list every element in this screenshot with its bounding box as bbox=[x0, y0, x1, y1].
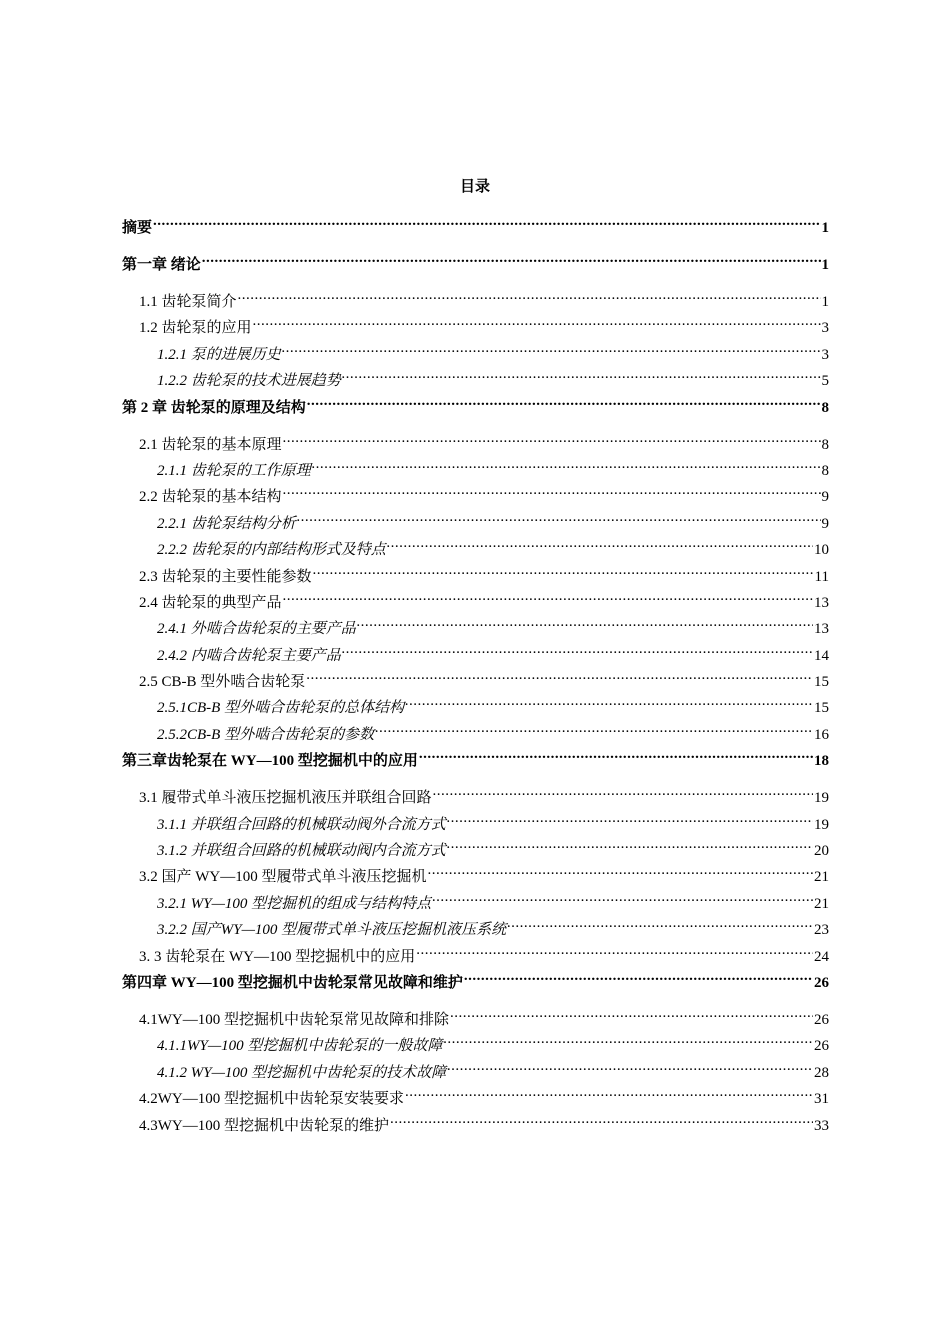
toc-entry-page-number: 1 bbox=[821, 294, 829, 310]
toc-dot-leader bbox=[342, 365, 821, 385]
toc-entry-page-number: 13 bbox=[814, 594, 829, 611]
toc-section-entry[interactable] bbox=[122, 666, 829, 692]
toc-dot-leader bbox=[464, 967, 813, 987]
toc-dot-leader bbox=[282, 339, 821, 359]
toc-dot-leader bbox=[312, 455, 821, 475]
toc-dot-leader bbox=[313, 561, 814, 581]
toc-dot-leader bbox=[283, 429, 821, 449]
toc-section-entry[interactable] bbox=[122, 429, 829, 455]
toc-entry-label: 4.2WY—100 型挖掘机中齿轮泵安装要求 bbox=[139, 1091, 404, 1108]
toc-entry-label: 2.4.1 外啮合齿轮泵的主要产品 bbox=[157, 621, 356, 638]
toc-subsection-entry[interactable] bbox=[122, 719, 829, 745]
toc-entry-page-number: 15 bbox=[814, 700, 829, 717]
toc-subsection-entry[interactable] bbox=[122, 640, 829, 666]
toc-entry-page-number: 26 bbox=[814, 974, 829, 991]
toc-entry-label: 2.2.2 齿轮泵的内部结构形式及特点 bbox=[157, 542, 386, 559]
toc-entry-page-number: 21 bbox=[814, 895, 829, 912]
toc-dot-leader bbox=[507, 914, 813, 934]
toc-entry-label: 1.2.2 齿轮泵的技术进展趋势 bbox=[157, 373, 341, 390]
toc-dot-leader bbox=[283, 481, 821, 501]
toc-entry-label: 2.1.1 齿轮泵的工作原理 bbox=[157, 462, 311, 479]
toc-dot-leader bbox=[202, 249, 821, 269]
toc-dot-leader bbox=[433, 782, 813, 802]
toc-section-entry[interactable] bbox=[122, 861, 829, 887]
toc-entry-label: 1.2.1 泵的进展历史 bbox=[157, 346, 281, 363]
toc-entry-label: 3. 3 齿轮泵在 WY—100 型挖掘机中的应用 bbox=[139, 948, 416, 965]
toc-entry-label: 2.4 齿轮泵的典型产品 bbox=[139, 594, 282, 611]
toc-entry-page-number: 5 bbox=[821, 373, 829, 390]
toc-entry-label: 3.1.1 并联组合回路的机械联动阀外合流方式 bbox=[157, 816, 446, 833]
toc-section-entry[interactable] bbox=[122, 587, 829, 613]
toc-entry-label: 3.1.2 并联组合回路的机械联动阀内合流方式 bbox=[157, 843, 446, 860]
toc-entry-page-number: 20 bbox=[814, 843, 829, 860]
toc-entry-label: 2.2 齿轮泵的基本结构 bbox=[139, 489, 282, 506]
toc-dot-leader bbox=[405, 1083, 813, 1103]
toc-entry-page-number: 16 bbox=[814, 726, 829, 743]
toc-dot-leader bbox=[306, 666, 813, 686]
toc-entry-page-number: 9 bbox=[821, 515, 829, 532]
toc-entry-label: 1.2 齿轮泵的应用 bbox=[139, 320, 252, 337]
toc-entry-label: 1.1 齿轮泵简介 bbox=[139, 294, 237, 310]
toc-entry-label: 第三章齿轮泵在 WY—100 型挖掘机中的应用 bbox=[122, 753, 418, 770]
toc-entry-label: 第一章 绪论 bbox=[122, 257, 201, 273]
toc-subsection-entry[interactable] bbox=[122, 1057, 829, 1083]
toc-entry-label: 第 2 章 齿轮泵的原理及结构 bbox=[122, 399, 306, 416]
toc-section-entry[interactable] bbox=[122, 481, 829, 507]
toc-dot-leader bbox=[405, 692, 813, 712]
toc-dot-leader bbox=[419, 745, 813, 765]
toc-entry-label: 第四章 WY—100 型挖掘机中齿轮泵常见故障和维护 bbox=[122, 974, 463, 991]
toc-entry-label: 4.3WY—100 型挖掘机中齿轮泵的维护 bbox=[139, 1117, 389, 1134]
toc-dot-leader bbox=[283, 587, 813, 607]
toc-dot-leader bbox=[450, 1004, 813, 1024]
toc-dot-leader bbox=[447, 835, 813, 855]
toc-entry-label: 4.1.2 WY—100 型挖掘机中齿轮泵的技术故障 bbox=[157, 1064, 447, 1081]
toc-entry-label: 2.3 齿轮泵的主要性能参数 bbox=[139, 568, 312, 585]
toc-subsection-entry[interactable] bbox=[122, 339, 829, 365]
toc-dot-leader bbox=[297, 508, 821, 528]
toc-entry-label: 2.1 齿轮泵的基本原理 bbox=[139, 436, 282, 453]
toc-subsection-entry[interactable] bbox=[122, 534, 829, 560]
toc-subsection-entry[interactable] bbox=[122, 835, 829, 861]
toc-section-entry[interactable] bbox=[122, 1110, 829, 1136]
toc-entry-page-number: 18 bbox=[814, 753, 829, 770]
toc-dot-leader bbox=[238, 286, 821, 306]
toc-entry-label: 摘要 bbox=[122, 220, 153, 236]
toc-entry-page-number: 8 bbox=[821, 436, 829, 453]
toc-dot-leader bbox=[447, 809, 813, 829]
toc-section-entry[interactable] bbox=[122, 312, 829, 338]
toc-section-entry[interactable] bbox=[122, 1083, 829, 1109]
toc-dot-leader bbox=[416, 941, 813, 961]
toc-subsection-entry[interactable] bbox=[122, 613, 829, 639]
toc-entry-label: 2.5 CB-B 型外啮合齿轮泵 bbox=[139, 674, 306, 691]
toc-section-entry[interactable] bbox=[122, 286, 829, 312]
toc-entry-page-number: 1 bbox=[821, 257, 829, 273]
toc-entry-label: 4.1WY—100 型挖掘机中齿轮泵常见故障和排除 bbox=[139, 1011, 449, 1028]
toc-entry-page-number: 23 bbox=[814, 922, 829, 939]
toc-dot-leader bbox=[447, 1057, 813, 1077]
toc-entry-page-number: 26 bbox=[814, 1011, 829, 1028]
toc-chapter-entry[interactable] bbox=[122, 212, 829, 249]
toc-section-entry[interactable] bbox=[122, 941, 829, 967]
toc-section-entry[interactable] bbox=[122, 561, 829, 587]
toc-subsection-entry[interactable] bbox=[122, 1030, 829, 1056]
toc-entry-label: 3.2.1 WY—100 型挖掘机的组成与结构特点 bbox=[157, 895, 432, 912]
toc-chapter-entry[interactable] bbox=[122, 392, 829, 429]
toc-entry-label: 2.5.1CB-B 型外啮合齿轮泵的总体结构 bbox=[157, 700, 405, 717]
toc-entry-page-number: 3 bbox=[821, 320, 829, 337]
toc-entry-label: 3.2.2 国产WY—100 型履带式单斗液压挖掘机液压系统 bbox=[157, 922, 507, 939]
toc-title: 目录 bbox=[459, 179, 490, 195]
toc-entry-page-number: 14 bbox=[814, 647, 829, 664]
toc-entry-page-number: 21 bbox=[814, 869, 829, 886]
toc-entry-page-number: 19 bbox=[814, 816, 829, 833]
toc-entry-label: 3.1 履带式单斗液压挖掘机液压并联组合回路 bbox=[139, 790, 432, 807]
toc-entry-page-number: 13 bbox=[814, 621, 829, 638]
toc-subsection-entry[interactable] bbox=[122, 365, 829, 391]
toc-subsection-entry[interactable] bbox=[122, 508, 829, 534]
toc-entry-page-number: 8 bbox=[821, 399, 829, 416]
toc-entry-page-number: 33 bbox=[814, 1117, 829, 1134]
toc-entry-label: 2.4.2 内啮合齿轮泵主要产品 bbox=[157, 647, 341, 664]
toc-entry-label: 2.5.2CB-B 型外啮合齿轮泵的参数 bbox=[157, 726, 375, 743]
toc-entry-page-number: 11 bbox=[814, 568, 829, 585]
toc-section-entry[interactable] bbox=[122, 1004, 829, 1030]
toc-entry-label: 3.2 国产 WY—100 型履带式单斗液压挖掘机 bbox=[139, 869, 427, 886]
toc-entry-page-number: 19 bbox=[814, 790, 829, 807]
toc-subsection-entry[interactable] bbox=[122, 888, 829, 914]
toc-entry-page-number: 8 bbox=[821, 462, 829, 479]
toc-entry-page-number: 1 bbox=[821, 220, 829, 236]
toc-entry-page-number: 10 bbox=[814, 542, 829, 559]
toc-entry-page-number: 31 bbox=[814, 1091, 829, 1108]
toc-subsection-entry[interactable] bbox=[122, 809, 829, 835]
toc-list bbox=[122, 212, 829, 1136]
toc-section-entry[interactable] bbox=[122, 782, 829, 808]
toc-entry-label: 2.2.1 齿轮泵结构分析 bbox=[157, 515, 296, 532]
toc-subsection-entry[interactable] bbox=[122, 692, 829, 718]
toc-dot-leader bbox=[390, 1110, 813, 1130]
toc-dot-leader bbox=[253, 312, 821, 332]
toc-entry-page-number: 28 bbox=[814, 1064, 829, 1081]
toc-dot-leader bbox=[342, 640, 813, 660]
toc-dot-leader bbox=[357, 613, 813, 633]
toc-entry-page-number: 3 bbox=[821, 346, 829, 363]
toc-dot-leader bbox=[307, 392, 821, 412]
toc-entry-page-number: 15 bbox=[814, 674, 829, 691]
toc-entry-page-number: 24 bbox=[814, 948, 829, 965]
toc-dot-leader bbox=[153, 212, 820, 232]
toc-dot-leader bbox=[428, 861, 814, 881]
toc-dot-leader bbox=[375, 719, 813, 739]
toc-entry-page-number: 26 bbox=[814, 1038, 829, 1055]
toc-dot-leader bbox=[387, 534, 813, 554]
toc-dot-leader bbox=[443, 1030, 813, 1050]
toc-subsection-entry[interactable] bbox=[122, 455, 829, 481]
toc-dot-leader bbox=[432, 888, 813, 908]
toc-entry-page-number: 9 bbox=[821, 489, 829, 506]
toc-chapter-entry[interactable] bbox=[122, 745, 829, 782]
toc-subsection-entry[interactable] bbox=[122, 914, 829, 940]
toc-chapter-entry[interactable] bbox=[122, 967, 829, 1004]
toc-entry-label: 4.1.1WY—100 型挖掘机中齿轮泵的一般故障 bbox=[157, 1038, 443, 1055]
toc-chapter-entry[interactable] bbox=[122, 249, 829, 286]
